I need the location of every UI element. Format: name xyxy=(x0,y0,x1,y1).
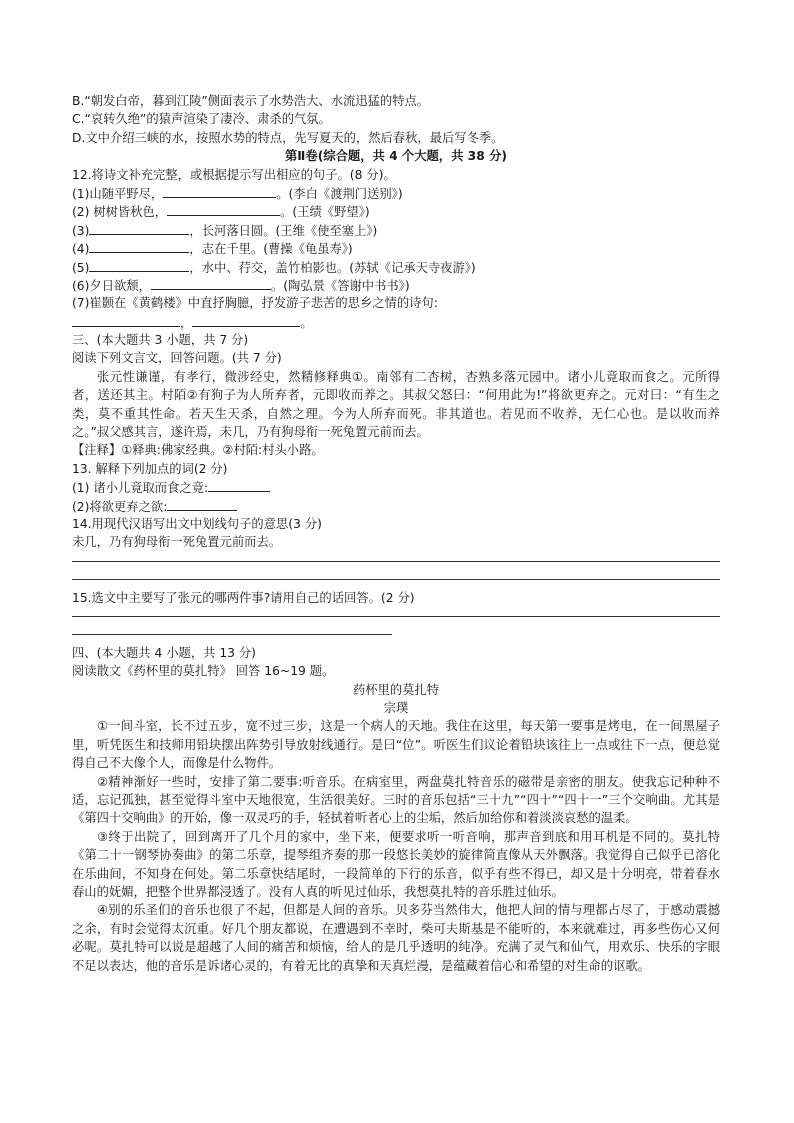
answer-blank[interactable] xyxy=(72,313,180,327)
q12-line-7: (7)崔颢在《黄鹤楼》中直抒胸臆，抒发游子悲苦的思乡之情的诗句: xyxy=(72,296,438,311)
answer-blank[interactable] xyxy=(151,276,271,290)
classical-passage: 张元性谦谨，有孝行，微涉经史，然精修释典①。南邻有二杏树，杏熟多落元园中。诸小儿竟取而食之。元所得者，送还其主。村陌②有狗子为人所弃者，元即收而养之。其叔父怒曰：“何用此为!”将欲更弃之。元对曰：“有生之类，莫不重其性命。若天生天杀，自然之理。今为人所弃而死。非其道也。若见而不收养，无仁心也。是以收而养之。”叔父感其言，遂许焉，未几，乃有狗母衔一死兔置元前而去。 xyxy=(72,369,720,440)
q13-item-1: (1) 诸小儿竟取而食之竟: xyxy=(72,478,720,496)
answer-blank[interactable] xyxy=(167,497,237,511)
option-d: D.文中介绍三峡的水，按照水势的特点，先写夏天的，然后春秋，最后写冬季。 xyxy=(72,130,504,145)
section-4-heading: 四、(本大题共 4 小题，共 13 分) xyxy=(72,645,256,660)
option-c: C.“哀转久绝”的猿声渲染了凄冷、肃杀的气氛。 xyxy=(72,112,331,127)
answer-line[interactable] xyxy=(72,625,720,643)
q15-stem: 15.选文中主要写了张元的哪两件事?请用自己的话回答。(2 分) xyxy=(72,590,415,605)
q12-line-5: (5) ，水中、荇交，盖竹柏影也。(苏轼《记承天寺夜游》) xyxy=(72,258,720,276)
q12-line-6: (6)夕日欲颓， 。(陶弘景《答谢中书书》) xyxy=(72,276,720,294)
q12-line-2: (2) 树树皆秋色， 。(王绩《野望》) xyxy=(72,202,720,220)
q14-stem: 14.用现代汉语写出文中划线句子的意思(3 分) xyxy=(72,517,322,532)
section-4-intro: 阅读散文《药杯里的莫扎特》 回答 16~19 题。 xyxy=(72,664,335,679)
answer-blank[interactable] xyxy=(163,184,276,198)
answer-line[interactable] xyxy=(72,570,720,588)
answer-blank[interactable] xyxy=(89,221,189,235)
essay-title: 药杯里的莫扎特 xyxy=(352,682,440,697)
section-3-heading: 三、(本大题共 3 小题，共 7 分) xyxy=(72,333,249,348)
essay-paragraph-2: ②精神渐好一些时，安排了第二要事:听音乐。在病室里，两盘莫扎特音乐的磁带是亲密的朋友。使我忘记种种不适，忘记孤独，甚至觉得斗室中天地很宽，生活很美好。三时的音乐包括“三十九”“四十”“四十一”三个交响曲。尤其是《第四十交响曲》的开始，像一双灵巧的手，轻拭着听者心上的尘垢，然后加给你和着淡淡哀愁的温柔。 xyxy=(72,774,720,826)
q14-sentence: 未几，乃有狗母衔一死兔置元前而去。 xyxy=(72,535,282,550)
q12-stem: 12.将诗文补充完整，或根据提示写出相应的句子。(8 分)。 xyxy=(72,167,396,182)
answer-line[interactable] xyxy=(72,552,720,570)
section-2-title: 第Ⅱ卷(综合题，共 4 个大题，共 38 分) xyxy=(285,149,507,164)
answer-blank[interactable] xyxy=(89,258,189,272)
option-b: B.“朝发白帝，暮到江陵”侧面表示了水势浩大、水流迅猛的特点。 xyxy=(72,94,430,108)
answer-blank[interactable] xyxy=(167,202,280,216)
answer-line[interactable] xyxy=(72,607,720,625)
q12-line-7-blanks: ， 。 xyxy=(72,313,720,331)
answer-blank[interactable] xyxy=(89,239,189,253)
q13-stem: 13. 解释下列加点的词(2 分) xyxy=(72,461,228,476)
section-3-intro: 阅读下列文言文，回答问题。(共 7 分) xyxy=(72,351,282,366)
essay-paragraph-1: ①一间斗室，长不过五步，宽不过三步，这是一个病人的天地。我住在这里，每天第一要事是烤电，在一间黑屋子里，听凭医生和技师用铅块摆出阵势引导放射线通行。是曰“位”。听医生们议论着铅块该往上一点或往下一点，便总觉得自己不大像个人，而像是什么物件。 xyxy=(72,719,720,771)
answer-blank[interactable] xyxy=(208,478,270,492)
essay-paragraph-4: ④别的乐圣们的音乐也很了不起，但都是人间的音乐。贝多芬当然伟大，他把人间的情与理都占尽了，于感动震撼之余，有时会觉得太沉重。好几个朋友都说，在遭遇到不幸时，柴可夫斯基是不能听的，本来就难过，再多些伤心又何必呢。莫扎特可以说是超越了人间的痛苦和烦恼，给人的是几乎透明的纯净。充满了灵气和仙气，用欢乐、快乐的字眼不足以表达，他的音乐是诉诸心灵的，有着无比的真挚和天真烂漫，是蕴藏着信心和希望的对生命的讴歌。 xyxy=(72,903,720,973)
q12-line-1: (1)山随平野尽， 。(李白《渡荆门送别》) xyxy=(72,184,720,202)
q12-line-3: (3) ，长河落日圆。(王维《使至塞上》) xyxy=(72,221,720,239)
essay-author: 宗璞 xyxy=(383,700,409,715)
passage-note: 【注释】①释典:佛家经典。②村陌:村头小路。 xyxy=(72,443,324,458)
q12-line-4: (4) ，志在千里。(曹操《龟虽寿》) xyxy=(72,239,720,257)
essay-paragraph-3: ③终于出院了，回到离开了几个月的家中，坐下来，便要求听一听音响，那声音到底和用耳机是不同的。莫扎特《第二十一钢琴协奏曲》的第二乐章，提琴组齐奏的那一段悠长美妙的旋律简直像从天外飘落。我觉得自己似乎已溶化在乐曲间，不知身在何处。第二乐章快结尾时，一段简单的下行的乐音，似乎有些不得已，却又是十分明亮，带着春水春山的妩媚，把整个世界都浸透了。没有人真的听见过仙乐，我想莫扎特的音乐胜过仙乐。 xyxy=(72,829,720,899)
answer-blank[interactable] xyxy=(192,313,300,327)
q13-item-2: (2)将欲更弃之欲: xyxy=(72,497,720,515)
exam-page xyxy=(72,92,720,975)
